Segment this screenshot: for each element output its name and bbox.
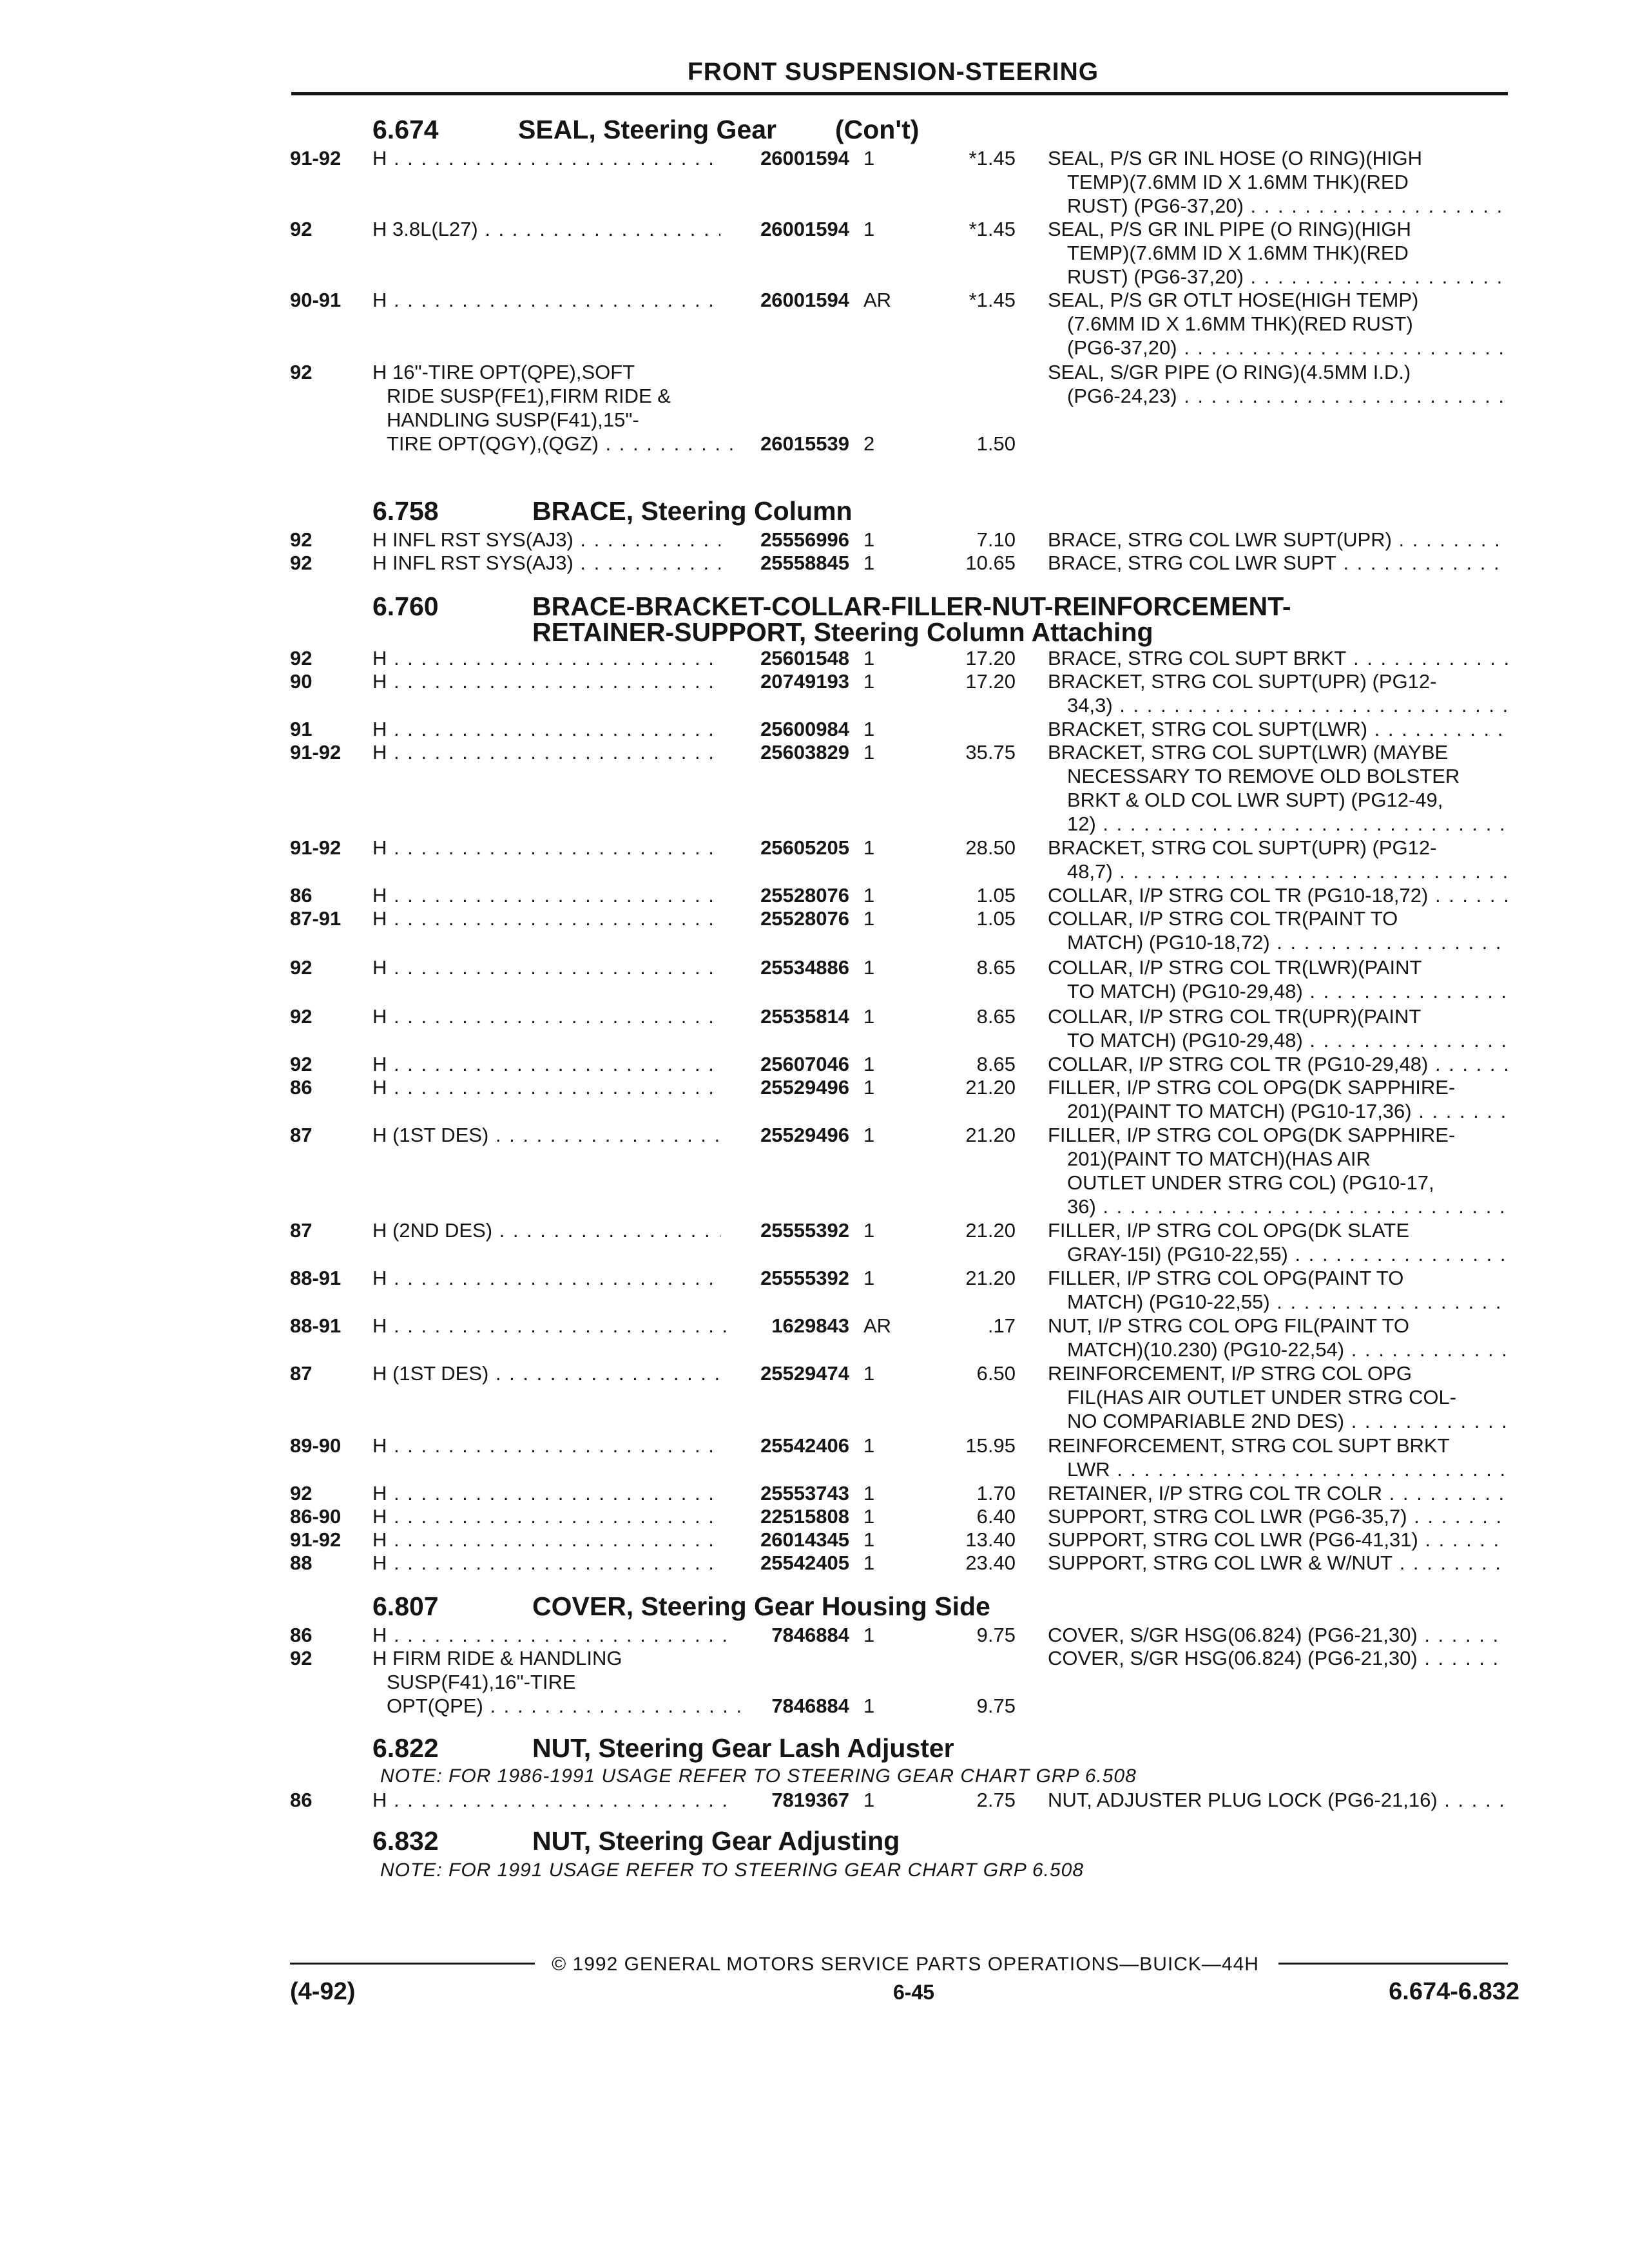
- model-years: 90: [290, 670, 313, 693]
- description-line: BRACKET, STRG COL SUPT(UPR) (PG12-: [1048, 836, 1437, 859]
- footer-rule-left: [290, 1963, 535, 1965]
- part-number: 26014345: [760, 1528, 849, 1551]
- usage-line: H . . .: [372, 741, 720, 764]
- part-number: 20749193: [760, 670, 849, 693]
- model-years: 92: [290, 956, 313, 979]
- description-line: SEAL, P/S GR INL PIPE (O RING)(HIGH: [1048, 218, 1411, 240]
- usage-line: SUSP(F41),16"-TIRE: [387, 1671, 576, 1693]
- part-number: 25556996: [760, 528, 849, 551]
- quantity: 1: [863, 1505, 875, 1528]
- price: 8.65: [976, 1005, 1016, 1028]
- section-heading: [0, 591, 1629, 647]
- quantity: 1: [863, 1695, 875, 1717]
- model-years: 92: [290, 528, 313, 551]
- section-title: SEAL, Steering Gear: [518, 115, 777, 144]
- part-number: 25601548: [760, 647, 849, 669]
- usage-line: H . . .: [372, 1314, 733, 1338]
- description-line: TO MATCH) (PG10-29,48) . . .: [1067, 980, 1508, 1003]
- price: 28.50: [965, 836, 1016, 859]
- description-line: MATCH) (PG10-18,72) . . .: [1067, 931, 1508, 954]
- usage-line: H . . .: [372, 1789, 733, 1812]
- usage-line: H (1ST DES) . . .: [372, 1362, 720, 1385]
- model-years: 87: [290, 1362, 313, 1385]
- usage-line: H 16"-TIRE OPT(QPE),SOFT: [372, 361, 635, 383]
- model-years: 92: [290, 552, 313, 574]
- price: .17: [987, 1314, 1016, 1337]
- description-line: COVER, S/GR HSG(06.824) (PG6-21,30) . . .: [1048, 1647, 1508, 1670]
- description-line: NO COMPARIABLE 2ND DES) . . .: [1067, 1410, 1508, 1433]
- description-line: COLLAR, I/P STRG COL TR (PG10-18,72) . . .: [1048, 884, 1508, 907]
- description-line: COLLAR, I/P STRG COL TR (PG10-29,48) . . .: [1048, 1053, 1508, 1076]
- quantity: 1: [863, 1789, 875, 1811]
- section-heading: [0, 1591, 1629, 1621]
- part-number: 25534886: [760, 956, 849, 979]
- quantity: 1: [863, 956, 875, 979]
- usage-line: H (2ND DES) . . .: [372, 1219, 720, 1242]
- price: 1.50: [976, 432, 1016, 455]
- section-title: COVER, Steering Gear Housing Side: [532, 1591, 990, 1621]
- description-line: COVER, S/GR HSG(06.824) (PG6-21,30) . . .: [1048, 1624, 1508, 1647]
- part-number: 25553743: [760, 1482, 849, 1504]
- usage-line: H 3.8L(L27) . . .: [372, 218, 720, 241]
- price: 1.70: [976, 1482, 1016, 1504]
- description-line: 48,7) . . .: [1067, 860, 1508, 883]
- model-years: 91-92: [290, 1528, 342, 1551]
- part-number: 25607046: [760, 1053, 849, 1075]
- usage-line: H . . .: [372, 884, 720, 907]
- quantity: 1: [863, 741, 875, 764]
- part-number: 25555392: [760, 1219, 849, 1242]
- description-line: 201)(PAINT TO MATCH)(HAS AIR: [1067, 1148, 1371, 1170]
- description-line: MATCH)(10.230) (PG10-22,54) . . .: [1067, 1338, 1508, 1361]
- model-years: 89-90: [290, 1434, 342, 1457]
- part-number: 25542406: [760, 1434, 849, 1457]
- usage-line: H . . .: [372, 1005, 720, 1028]
- part-number: 25528076: [760, 884, 849, 907]
- usage-line: H FIRM RIDE & HANDLING: [372, 1647, 622, 1669]
- usage-line: H . . .: [372, 836, 720, 860]
- description-line: TEMP)(7.6MM ID X 1.6MM THK)(RED: [1067, 242, 1409, 264]
- description-line: SEAL, P/S GR OTLT HOSE(HIGH TEMP): [1048, 289, 1419, 311]
- usage-line: H . . .: [372, 1528, 720, 1552]
- description-line: REINFORCEMENT, I/P STRG COL OPG: [1048, 1362, 1412, 1385]
- description-line: FILLER, I/P STRG COL OPG(DK SLATE: [1048, 1219, 1410, 1242]
- part-number: 25535814: [760, 1005, 849, 1028]
- price: 2.75: [976, 1789, 1016, 1811]
- section-heading: [0, 115, 1629, 144]
- model-years: 92: [290, 1005, 313, 1028]
- usage-line: TIRE OPT(QGY),(QGZ) . . .: [387, 432, 735, 456]
- quantity: 1: [863, 647, 875, 669]
- price: 9.75: [976, 1624, 1016, 1646]
- description-line: 34,3) . . .: [1067, 694, 1508, 717]
- description-line: NECESSARY TO REMOVE OLD BOLSTER: [1067, 765, 1460, 787]
- description-line: COLLAR, I/P STRG COL TR(LWR)(PAINT: [1048, 956, 1422, 979]
- usage-line: H . . .: [372, 1482, 720, 1505]
- model-years: 86-90: [290, 1505, 342, 1528]
- quantity: 1: [863, 1624, 875, 1646]
- quantity: 1: [863, 1053, 875, 1075]
- usage-line: H . . .: [372, 1267, 720, 1290]
- part-number: 26001594: [760, 218, 849, 240]
- description-line: FILLER, I/P STRG COL OPG(PAINT TO: [1048, 1267, 1404, 1289]
- description-line: RETAINER, I/P STRG COL TR COLR . . .: [1048, 1482, 1508, 1505]
- price: *1.45: [969, 289, 1016, 311]
- description-line: SUPPORT, STRG COL LWR (PG6-35,7) . . .: [1048, 1505, 1508, 1528]
- description-line: 201)(PAINT TO MATCH) (PG10-17,36) . . .: [1067, 1100, 1508, 1123]
- model-years: 86: [290, 884, 313, 907]
- description-line: BRACKET, STRG COL SUPT(LWR) (MAYBE: [1048, 741, 1449, 764]
- description-line: NUT, ADJUSTER PLUG LOCK (PG6-21,16) . . .: [1048, 1789, 1508, 1812]
- footer-section-range: 6.674-6.832: [1389, 1978, 1519, 2005]
- price: 21.20: [965, 1219, 1016, 1242]
- quantity: 1: [863, 1124, 875, 1146]
- part-number: 25558845: [760, 552, 849, 574]
- part-number: 7846884: [771, 1695, 849, 1717]
- section-heading: [0, 1826, 1629, 1856]
- model-years: 91-92: [290, 741, 342, 764]
- part-number: 25529474: [760, 1362, 849, 1385]
- description-line: COLLAR, I/P STRG COL TR(UPR)(PAINT: [1048, 1005, 1422, 1028]
- section-title: BRACE, Steering Column: [532, 496, 853, 526]
- page-header-title: FRONT SUSPENSION-STEERING: [687, 58, 1099, 86]
- quantity: AR: [863, 1314, 892, 1337]
- description-line: OUTLET UNDER STRG COL) (PG10-17,: [1067, 1171, 1434, 1194]
- usage-line: RIDE SUSP(FE1),FIRM RIDE &: [387, 385, 671, 407]
- usage-line: H . . .: [372, 907, 720, 930]
- part-number: 25555392: [760, 1267, 849, 1289]
- model-years: 87-91: [290, 907, 342, 930]
- usage-line: H . . .: [372, 1552, 720, 1575]
- description-line: SEAL, P/S GR INL HOSE (O RING)(HIGH: [1048, 147, 1423, 169]
- description-line: BRACE, STRG COL LWR SUPT(UPR) . . .: [1048, 528, 1508, 552]
- description-line: REINFORCEMENT, STRG COL SUPT BRKT: [1048, 1434, 1450, 1457]
- quantity: 1: [863, 1528, 875, 1551]
- usage-line: H INFL RST SYS(AJ3) . . .: [372, 528, 720, 552]
- usage-line: H . . .: [372, 147, 720, 170]
- usage-line: H . . .: [372, 1434, 720, 1457]
- quantity: 1: [863, 1552, 875, 1574]
- model-years: 92: [290, 1647, 313, 1669]
- usage-line: H . . .: [372, 1076, 720, 1099]
- section-heading: [0, 496, 1629, 526]
- description-line: (7.6MM ID X 1.6MM THK)(RED RUST): [1067, 312, 1413, 335]
- description-line: TO MATCH) (PG10-29,48) . . .: [1067, 1029, 1508, 1052]
- price: 8.65: [976, 956, 1016, 979]
- quantity: 1: [863, 1434, 875, 1457]
- section-title: NUT, Steering Gear Lash Adjuster: [532, 1733, 954, 1763]
- description-line: MATCH) (PG10-22,55) . . .: [1067, 1291, 1508, 1314]
- part-number: 25528076: [760, 907, 849, 930]
- header-rule: [291, 92, 1508, 95]
- usage-line: H . . .: [372, 289, 720, 312]
- quantity: 1: [863, 552, 875, 574]
- price: 35.75: [965, 741, 1016, 764]
- description-line: RUST) (PG6-37,20) . . .: [1067, 265, 1508, 289]
- model-years: 92: [290, 218, 313, 240]
- section-title: NUT, Steering Gear Adjusting: [532, 1826, 900, 1856]
- model-years: 92: [290, 647, 313, 669]
- model-years: 91: [290, 718, 313, 740]
- quantity: 1: [863, 1219, 875, 1242]
- section-number: 6.758: [372, 496, 439, 526]
- usage-line: H . . .: [372, 956, 720, 979]
- part-number: 7819367: [771, 1789, 849, 1811]
- price: 13.40: [965, 1528, 1016, 1551]
- part-number: 25603829: [760, 741, 849, 764]
- price: 9.75: [976, 1695, 1016, 1717]
- section-title-suffix: (Con't): [835, 115, 920, 144]
- section-number: 6.807: [372, 1591, 439, 1621]
- quantity: 1: [863, 1482, 875, 1504]
- price: 17.20: [965, 647, 1016, 669]
- price: 1.05: [976, 884, 1016, 907]
- section-note: NOTE: FOR 1991 USAGE REFER TO STEERING GEAR CHART GRP 6.508: [380, 1860, 1084, 1881]
- price: 17.20: [965, 670, 1016, 693]
- description-line: 36) . . .: [1067, 1195, 1508, 1218]
- section-heading: [0, 1733, 1629, 1763]
- model-years: 87: [290, 1124, 313, 1146]
- part-number: 25529496: [760, 1076, 849, 1099]
- footer-date: (4-92): [290, 1978, 356, 2005]
- quantity: 2: [863, 432, 875, 455]
- quantity: AR: [863, 289, 892, 311]
- description-line: FILLER, I/P STRG COL OPG(DK SAPPHIRE-: [1048, 1076, 1456, 1099]
- model-years: 92: [290, 1482, 313, 1504]
- footer-page-number: 6-45: [892, 1981, 935, 2004]
- quantity: 1: [863, 218, 875, 240]
- price: 8.65: [976, 1053, 1016, 1075]
- part-number: 25529496: [760, 1124, 849, 1146]
- section-title: BRACE-BRACKET-COLLAR-FILLER-NUT-REINFORCEMENT-: [532, 591, 1291, 621]
- description-line: TEMP)(7.6MM ID X 1.6MM THK)(RED: [1067, 171, 1409, 193]
- model-years: 88-91: [290, 1267, 342, 1289]
- quantity: 1: [863, 1362, 875, 1385]
- section-title-continued: RETAINER-SUPPORT, Steering Column Attaching: [532, 617, 1153, 647]
- usage-line: H . . .: [372, 1505, 720, 1528]
- part-number: 26015539: [760, 432, 849, 455]
- price: 7.10: [976, 528, 1016, 551]
- description-line: LWR . . .: [1067, 1458, 1508, 1481]
- quantity: 1: [863, 528, 875, 551]
- description-line: NUT, I/P STRG COL OPG FIL(PAINT TO: [1048, 1314, 1409, 1337]
- usage-line: H . . .: [372, 718, 720, 741]
- section-number: 6.832: [372, 1826, 439, 1856]
- description-line: FIL(HAS AIR OUTLET UNDER STRG COL-: [1067, 1386, 1457, 1408]
- description-line: FILLER, I/P STRG COL OPG(DK SAPPHIRE-: [1048, 1124, 1456, 1146]
- description-line: SUPPORT, STRG COL LWR & W/NUT . . .: [1048, 1552, 1508, 1575]
- model-years: 92: [290, 361, 313, 383]
- section-number: 6.822: [372, 1733, 439, 1763]
- description-line: BRACKET, STRG COL SUPT(LWR) . . .: [1048, 718, 1508, 741]
- model-years: 92: [290, 1053, 313, 1075]
- price: 6.50: [976, 1362, 1016, 1385]
- price: 10.65: [965, 552, 1016, 574]
- description-line: 12) . . .: [1067, 812, 1508, 836]
- footer-rule-right: [1278, 1963, 1508, 1965]
- price: 23.40: [965, 1552, 1016, 1574]
- part-number: 22515808: [760, 1505, 849, 1528]
- model-years: 90-91: [290, 289, 342, 311]
- model-years: 87: [290, 1219, 313, 1242]
- part-number: 25605205: [760, 836, 849, 859]
- description-line: (PG6-37,20) . . .: [1067, 336, 1508, 360]
- model-years: 88-91: [290, 1314, 342, 1337]
- part-number: 26001594: [760, 147, 849, 169]
- part-number: 1629843: [771, 1314, 849, 1337]
- usage-line: HANDLING SUSP(F41),15"-: [387, 408, 639, 431]
- part-number: 7846884: [771, 1624, 849, 1646]
- description-line: SEAL, S/GR PIPE (O RING)(4.5MM I.D.): [1048, 361, 1411, 383]
- description-line: RUST) (PG6-37,20) . . .: [1067, 195, 1508, 218]
- description-line: COLLAR, I/P STRG COL TR(PAINT TO: [1048, 907, 1398, 930]
- quantity: 1: [863, 718, 875, 740]
- quantity: 1: [863, 884, 875, 907]
- model-years: 91-92: [290, 836, 342, 859]
- section-number: 6.674: [372, 115, 439, 144]
- quantity: 1: [863, 1076, 875, 1099]
- quantity: 1: [863, 670, 875, 693]
- quantity: 1: [863, 1267, 875, 1289]
- usage-line: OPT(QPE) . . .: [387, 1695, 747, 1718]
- part-number: 26001594: [760, 289, 849, 311]
- model-years: 86: [290, 1789, 313, 1811]
- usage-line: H . . .: [372, 1624, 733, 1647]
- part-number: 25600984: [760, 718, 849, 740]
- quantity: 1: [863, 1005, 875, 1028]
- usage-line: H (1ST DES) . . .: [372, 1124, 720, 1147]
- description-line: (PG6-24,23) . . .: [1067, 385, 1508, 408]
- footer-copyright: © 1992 GENERAL MOTORS SERVICE PARTS OPERATIONS—BUICK—44H: [552, 1954, 1259, 1975]
- usage-line: H . . .: [372, 1053, 720, 1076]
- description-line: BRACKET, STRG COL SUPT(UPR) (PG12-: [1048, 670, 1437, 693]
- usage-line: H . . .: [372, 647, 720, 670]
- quantity: 1: [863, 907, 875, 930]
- model-years: 91-92: [290, 147, 342, 169]
- description-line: BRACE, STRG COL LWR SUPT . . .: [1048, 552, 1508, 575]
- section-note: NOTE: FOR 1986-1991 USAGE REFER TO STEERING GEAR CHART GRP 6.508: [380, 1765, 1137, 1787]
- price: 1.05: [976, 907, 1016, 930]
- description-line: SUPPORT, STRG COL LWR (PG6-41,31) . . .: [1048, 1528, 1508, 1552]
- price: 21.20: [965, 1076, 1016, 1099]
- description-line: BRKT & OLD COL LWR SUPT) (PG12-49,: [1067, 789, 1443, 811]
- usage-line: H INFL RST SYS(AJ3) . . .: [372, 552, 720, 575]
- price: 21.20: [965, 1267, 1016, 1289]
- usage-line: H . . .: [372, 670, 720, 693]
- model-years: 86: [290, 1624, 313, 1646]
- price: *1.45: [969, 147, 1016, 169]
- quantity: 1: [863, 147, 875, 169]
- part-number: 25542405: [760, 1552, 849, 1574]
- model-years: 88: [290, 1552, 313, 1574]
- description-line: GRAY-15I) (PG10-22,55) . . .: [1067, 1243, 1508, 1266]
- price: *1.45: [969, 218, 1016, 240]
- description-line: BRACE, STRG COL SUPT BRKT . . .: [1048, 647, 1508, 670]
- price: 6.40: [976, 1505, 1016, 1528]
- price: 15.95: [965, 1434, 1016, 1457]
- model-years: 86: [290, 1076, 313, 1099]
- section-number: 6.760: [372, 591, 439, 621]
- quantity: 1: [863, 836, 875, 859]
- price: 21.20: [965, 1124, 1016, 1146]
